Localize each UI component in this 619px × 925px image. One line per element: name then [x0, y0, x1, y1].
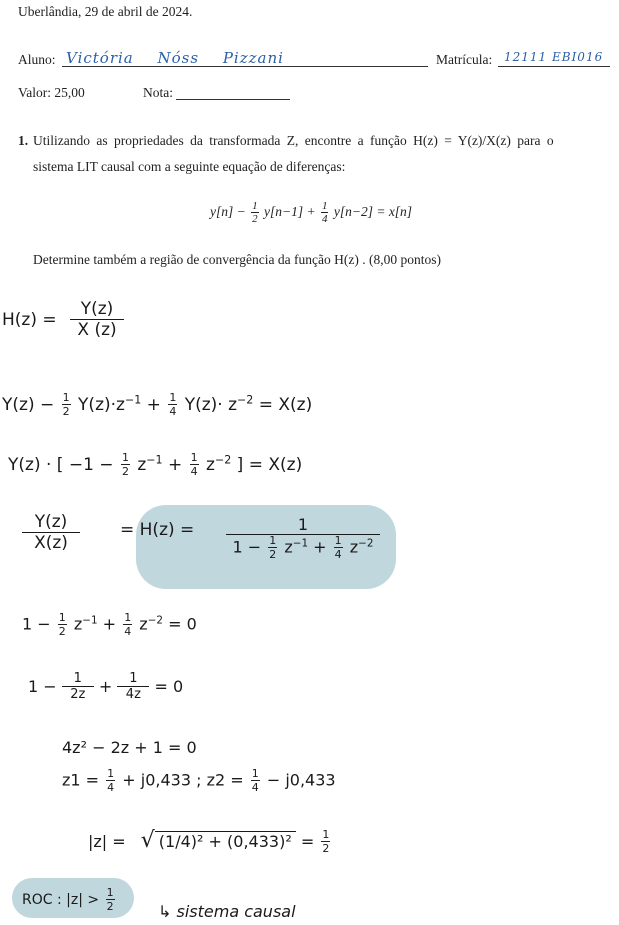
aluno-handwritten-name: Victória Nóss Pizzani — [66, 49, 284, 67]
solution-line7: 4z² − 2z + 1 = 0 — [62, 738, 197, 757]
solution-line9: |z| = √ (1/4)² + (0,433)² = $\frac{1}{2}$ — [88, 828, 330, 856]
solution-line3: Y(z) · [ −1 − $\frac{1}{2}$ $z^{-1}$ + $\frac{1}{4}$ $z^{-2}$ ] = X(z) — [8, 451, 303, 479]
question-text-line1: Utilizando as propriedades da transformada Z, encontre a função H(z) = Y(z)/X(z) para o — [33, 133, 554, 148]
matricula-underline — [498, 66, 610, 67]
question-text-line2: sistema LIT causal com a seguinte equação de diferenças: — [33, 159, 346, 174]
solution-line1: H(z) = $\frac{Y(z)}{X (z)}$ — [2, 300, 124, 340]
solution-line2: Y(z) − $\frac{1}{2}$ $Y(z)\cdot z^{-1}$ + $\frac{1}{4}$ $Y(z)\cdot z^{-2} = X(z)$ — [2, 391, 313, 419]
solution-line8: z1 = $\frac{1}{4}$ + j0,433 ; z2 = $\frac{1}{4}$ − j0,433 — [62, 767, 336, 795]
date-line: Uberlândia, 29 de abril de 2024. — [18, 4, 193, 19]
roc-note: ↳ sistema causal — [158, 902, 296, 921]
valor-label: Valor: 25,00 — [18, 85, 85, 100]
nota-label: Nota: — [143, 85, 173, 100]
solution-line5: 1 − $\frac{1}{2}$ $z^{-1}$ + $\frac{1}{4}$ $z^{-2} = 0$ — [22, 611, 197, 639]
aluno-label: Aluno: — [18, 52, 56, 67]
question-number: 1. — [18, 133, 29, 148]
matricula-handwritten-value: 12111 EBI016 — [504, 50, 604, 64]
roc-statement: ROC : |z| > $\frac{1}{2}$ — [22, 886, 114, 914]
question-followup: Determine também a região de convergência da função H(z) . (8,00 pontos) — [33, 252, 441, 267]
difference-equation: y[n] − $\frac{1}{2}$ y[n−1] + $\frac{1}{4}$ y[n−2] = x[n] — [210, 200, 413, 226]
solution-line4-rhs: 1 1 − $\frac{1}{2}$ $z^{-1}$ + $\frac{1}{4}$ $z^{-2}$ — [226, 516, 380, 561]
solution-line4-lhs: $\frac{Y(z)}{X(z)}$ — [22, 513, 80, 553]
nota-underline — [176, 99, 290, 100]
solution-line4-mid: = H(z) = — [120, 520, 195, 540]
solution-line6: 1 − $\frac{1}{2z}$ + $\frac{1}{4z}$ = 0 — [28, 671, 184, 703]
matricula-label: Matrícula: — [436, 52, 493, 67]
